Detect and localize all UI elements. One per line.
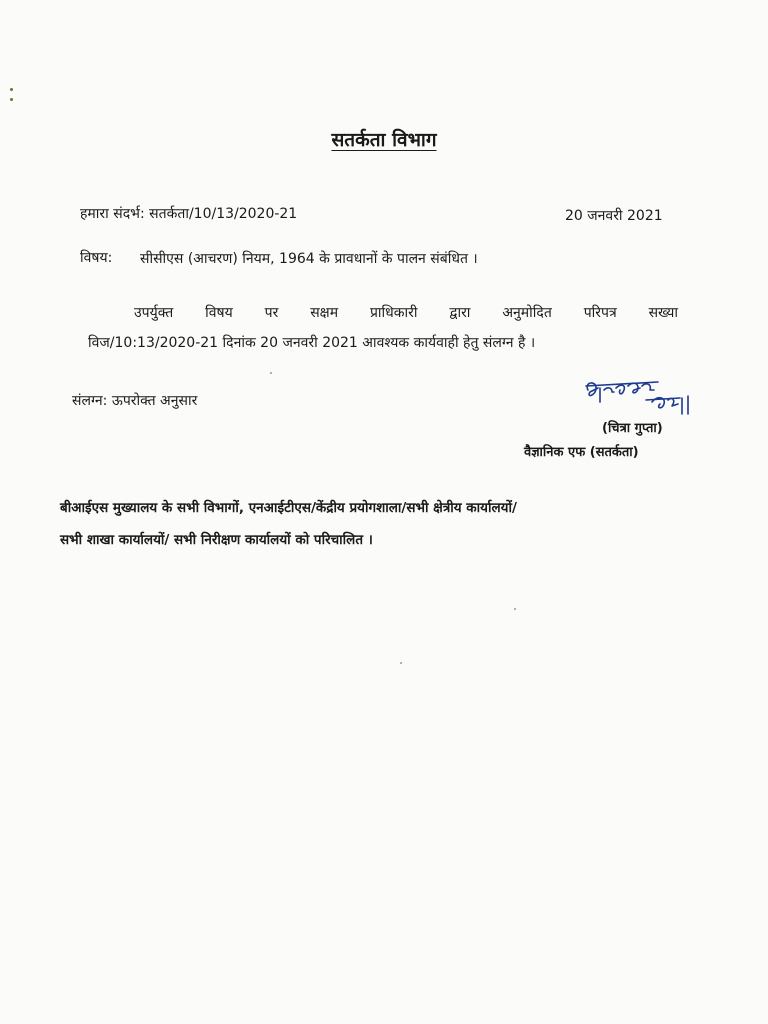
scan-artifact [10, 98, 13, 101]
scan-artifact [400, 662, 402, 664]
enclosure-note: संलग्न: ऊपरोक्त अनुसार [72, 393, 198, 409]
distribution-line-1: बीआईएस मुख्यालय के सभी विभागों, एनआईटीएस/केंद्रीय प्रयोगशाला/सभी क्षेत्रीय कार्यालयों/ [60, 500, 517, 516]
scan-artifact [514, 608, 516, 610]
reference-number: हमारा संदर्भ: सतर्कता/10/13/2020-21 [80, 206, 298, 222]
signature-block [506, 376, 706, 466]
distribution-line-2: सभी शाखा कार्यालयों/ सभी निरीक्षण कार्यालयों को परिचालित । [60, 532, 373, 548]
handwritten-signature [582, 376, 702, 424]
scan-artifact [10, 88, 13, 91]
body-line-2: विज/10:13/2020-21 दिनांक 20 जनवरी 2021 आवश्यक कार्यवाही हेतु संलग्न है । [88, 335, 536, 351]
signatory-name: (चित्रा गुप्ता) [602, 421, 663, 436]
body-line-1: उपर्युक्त विषय पर सक्षम प्राधिकारी द्वारा अनुमोदित परिपत्र सख्या [134, 305, 678, 321]
distribution-list [60, 492, 700, 556]
subject-label: विषय: [80, 250, 113, 266]
subject-text: सीसीएस (आचरण) नियम, 1964 के प्रावधानों के पालन संबंधित । [140, 251, 478, 267]
scan-artifact [270, 372, 272, 374]
signatory-designation: वैज्ञानिक एफ (सतर्कता) [524, 445, 639, 460]
department-heading: सतर्कता विभाग [331, 129, 437, 151]
body-paragraph [88, 298, 678, 358]
document-date: 20 जनवरी 2021 [565, 208, 663, 224]
